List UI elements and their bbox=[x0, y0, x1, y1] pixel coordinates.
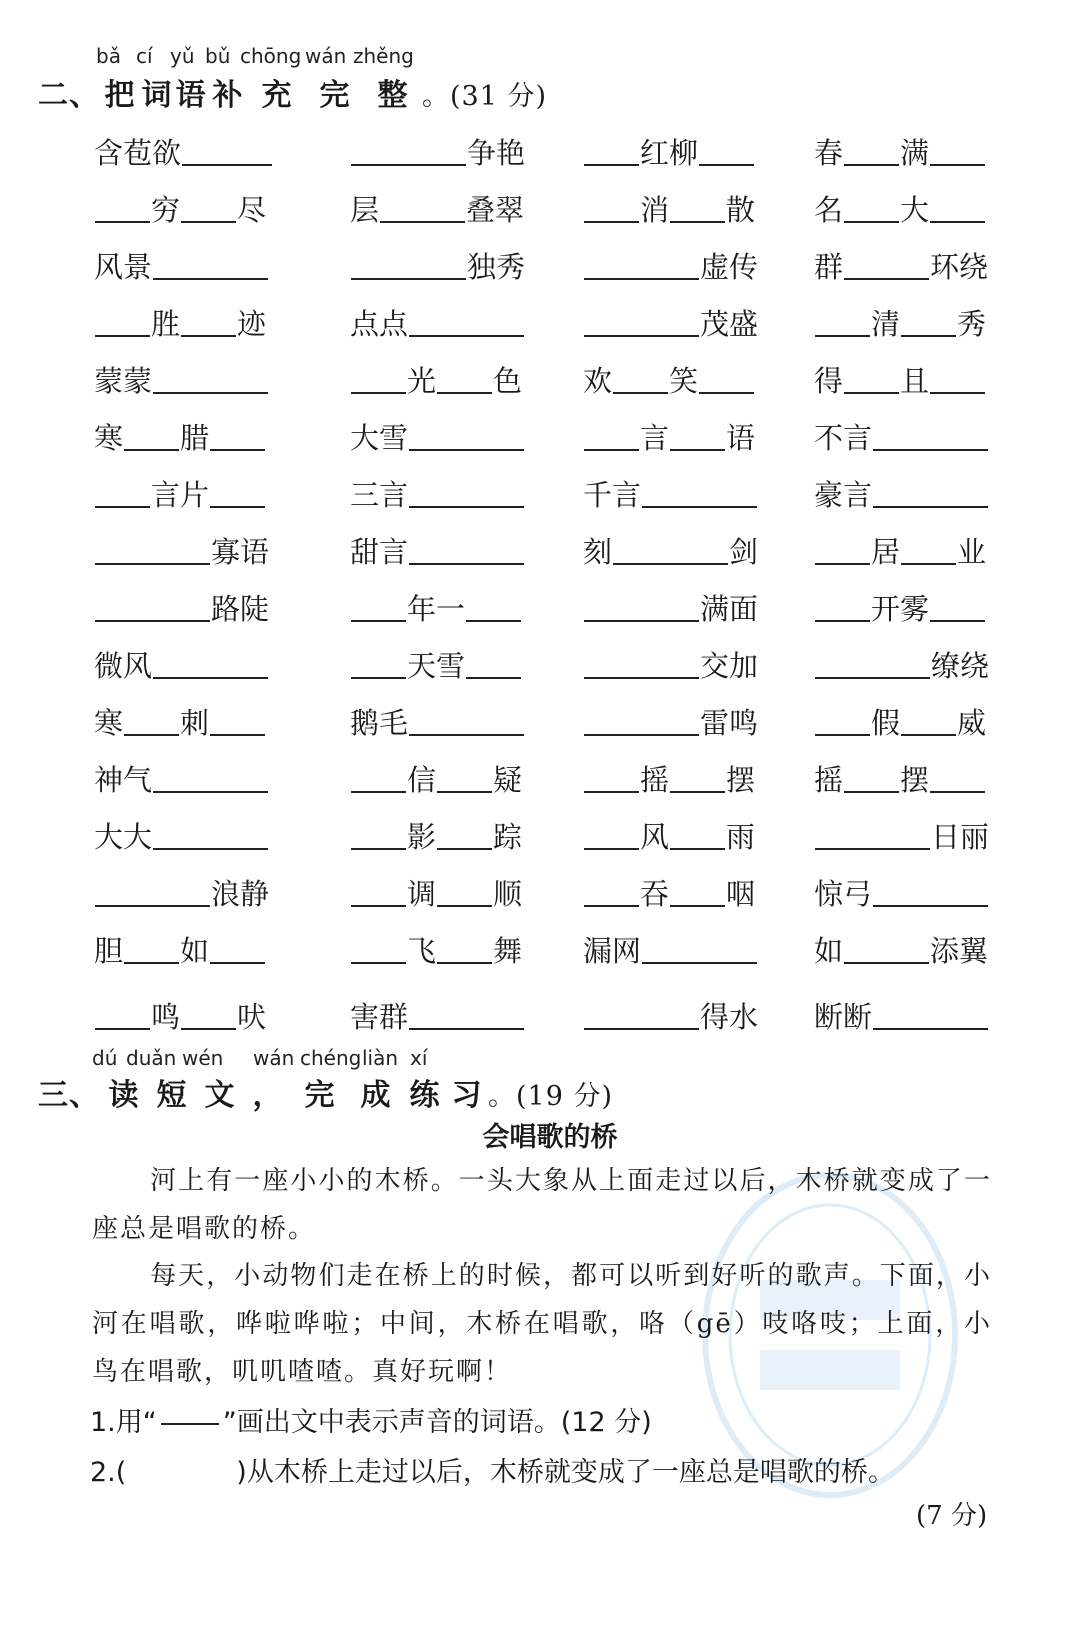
given-characters: 飞 bbox=[407, 934, 437, 968]
given-characters: 三言 bbox=[350, 478, 409, 512]
fill-in-item bbox=[583, 751, 755, 795]
fill-in-item bbox=[94, 352, 269, 396]
heading-char: 整 bbox=[377, 78, 409, 113]
answer-blank[interactable] bbox=[351, 791, 406, 793]
given-characters: 且 bbox=[900, 364, 930, 398]
answer-blank[interactable] bbox=[815, 620, 870, 622]
given-characters: 雷鸣 bbox=[700, 706, 759, 740]
fill-in-item bbox=[350, 124, 525, 168]
given-characters: 语 bbox=[726, 421, 756, 455]
given-characters: 咽 bbox=[726, 877, 756, 911]
answer-blank[interactable] bbox=[210, 734, 265, 736]
fill-in-item bbox=[814, 295, 986, 339]
answer-blank[interactable] bbox=[153, 791, 268, 793]
fill-in-item bbox=[94, 694, 266, 738]
answer-blank[interactable] bbox=[409, 563, 524, 565]
given-characters: 吞 bbox=[640, 877, 670, 911]
fill-in-item bbox=[583, 922, 758, 966]
answer-blank[interactable] bbox=[153, 392, 268, 394]
answer-blank[interactable] bbox=[670, 221, 725, 223]
pinyin: wán bbox=[305, 44, 347, 68]
given-characters: 风 bbox=[640, 820, 670, 854]
answer-blank[interactable] bbox=[815, 335, 870, 337]
given-characters: 添翼 bbox=[930, 934, 989, 968]
answer-blank[interactable] bbox=[584, 734, 699, 736]
given-characters: 言片 bbox=[151, 478, 210, 512]
fill-in-item bbox=[583, 988, 758, 1032]
question-2-score: (7 分) bbox=[916, 1501, 988, 1531]
fill-in-item bbox=[583, 466, 758, 510]
given-characters: 满 bbox=[900, 136, 930, 170]
given-characters: 舞 bbox=[493, 934, 523, 968]
heading-char: 充 bbox=[261, 78, 293, 113]
answer-blank[interactable] bbox=[815, 563, 870, 565]
answer-blank[interactable] bbox=[901, 335, 956, 337]
fill-in-item bbox=[350, 238, 525, 282]
heading-char: 练 bbox=[409, 1078, 441, 1113]
section-score: 。(31 分) bbox=[422, 81, 548, 112]
answer-blank[interactable] bbox=[95, 620, 210, 622]
given-characters: 层 bbox=[350, 193, 380, 227]
fill-in-item bbox=[583, 865, 755, 909]
answer-blank[interactable] bbox=[161, 1423, 219, 1425]
answer-blank[interactable] bbox=[124, 449, 179, 451]
answer-blank[interactable] bbox=[351, 278, 466, 280]
section-score: 。(19 分) bbox=[488, 1081, 614, 1112]
given-characters: 色 bbox=[493, 364, 523, 398]
answer-blank[interactable] bbox=[466, 677, 521, 679]
answer-blank[interactable] bbox=[380, 221, 465, 223]
heading-char: 完 bbox=[304, 1078, 336, 1113]
pinyin: wén bbox=[182, 1046, 224, 1070]
given-characters: 光 bbox=[407, 364, 437, 398]
fill-in-item bbox=[814, 181, 986, 225]
given-characters: 威 bbox=[957, 706, 987, 740]
fill-in-item bbox=[814, 808, 989, 852]
given-characters: 摆 bbox=[900, 763, 930, 797]
given-characters: 胜 bbox=[151, 307, 181, 341]
fill-in-item bbox=[814, 694, 986, 738]
given-characters: 大 bbox=[900, 193, 930, 227]
given-characters: 神气 bbox=[94, 763, 153, 797]
section-number: 二、 bbox=[38, 78, 100, 113]
answer-blank[interactable] bbox=[844, 962, 929, 964]
answer-blank[interactable] bbox=[670, 905, 725, 907]
given-characters: 春 bbox=[814, 136, 844, 170]
given-characters: 刺 bbox=[180, 706, 210, 740]
given-characters: 穷 bbox=[151, 193, 181, 227]
fill-in-item bbox=[814, 637, 989, 681]
answer-blank[interactable] bbox=[844, 278, 929, 280]
answer-blank[interactable] bbox=[584, 335, 699, 337]
answer-blank[interactable] bbox=[901, 734, 956, 736]
answer-blank[interactable] bbox=[670, 791, 725, 793]
given-characters: 摇 bbox=[814, 763, 844, 797]
section2-heading bbox=[38, 70, 547, 114]
answer-blank[interactable] bbox=[584, 221, 639, 223]
given-characters: 含苞欲 bbox=[94, 136, 182, 170]
section3-heading bbox=[38, 1070, 613, 1114]
given-characters: 微风 bbox=[94, 649, 153, 683]
fill-in-item bbox=[814, 865, 989, 909]
given-characters: 点点 bbox=[350, 307, 409, 341]
given-characters: 假 bbox=[871, 706, 901, 740]
answer-blank[interactable] bbox=[210, 506, 265, 508]
fill-in-item bbox=[583, 124, 755, 168]
given-characters: 叠翠 bbox=[466, 193, 525, 227]
fill-in-item bbox=[814, 352, 986, 396]
answer-blank[interactable] bbox=[930, 791, 985, 793]
answer-blank[interactable] bbox=[181, 221, 236, 223]
heading-char: 短 bbox=[156, 1078, 188, 1113]
section-number: 三、 bbox=[38, 1078, 100, 1113]
question-1 bbox=[90, 1400, 652, 1439]
fill-in-item bbox=[350, 352, 522, 396]
answer-blank[interactable] bbox=[613, 392, 668, 394]
answer-blank[interactable] bbox=[437, 962, 492, 964]
answer-blank[interactable] bbox=[584, 164, 639, 166]
heading-char: 成 bbox=[360, 1078, 392, 1113]
fill-in-item bbox=[350, 751, 522, 795]
given-characters: 信 bbox=[407, 763, 437, 797]
fill-in-item bbox=[350, 922, 522, 966]
answer-blank[interactable] bbox=[409, 734, 524, 736]
answer-blank[interactable] bbox=[873, 905, 988, 907]
given-characters: 交加 bbox=[700, 649, 759, 683]
fill-in-item bbox=[94, 637, 269, 681]
question-1-prefix: 1.用“ bbox=[90, 1407, 157, 1438]
fill-in-item bbox=[814, 922, 988, 966]
answer-blank[interactable] bbox=[901, 563, 956, 565]
given-characters: 日丽 bbox=[931, 820, 990, 854]
given-characters: 甜言 bbox=[350, 535, 409, 569]
given-characters: 虚传 bbox=[700, 250, 759, 284]
answer-blank[interactable] bbox=[642, 506, 757, 508]
fill-in-item bbox=[94, 523, 269, 567]
given-characters: 疑 bbox=[493, 763, 523, 797]
pinyin: chōng bbox=[240, 44, 302, 68]
answer-blank[interactable] bbox=[584, 449, 639, 451]
pinyin: liàn bbox=[362, 1046, 399, 1070]
answer-blank[interactable] bbox=[699, 164, 754, 166]
pinyin: duǎn bbox=[126, 1046, 177, 1070]
given-characters: 笑 bbox=[669, 364, 699, 398]
given-characters: 如 bbox=[180, 934, 210, 968]
answer-blank[interactable] bbox=[584, 620, 699, 622]
answer-blank[interactable] bbox=[437, 392, 492, 394]
given-characters: 调 bbox=[407, 877, 437, 911]
fill-in-item bbox=[94, 808, 269, 852]
fill-in-item bbox=[583, 637, 758, 681]
answer-blank[interactable] bbox=[95, 335, 150, 337]
given-characters: 鸣 bbox=[151, 1000, 181, 1034]
heading-char: 文 bbox=[204, 1078, 236, 1113]
given-characters: 断断 bbox=[814, 1000, 873, 1034]
fill-in-item bbox=[94, 295, 266, 339]
fill-in-item bbox=[583, 694, 758, 738]
answer-blank[interactable] bbox=[437, 848, 492, 850]
given-characters: 风景 bbox=[94, 250, 153, 284]
answer-blank[interactable] bbox=[95, 905, 210, 907]
given-characters: 群 bbox=[814, 250, 844, 284]
answer-blank[interactable] bbox=[351, 848, 406, 850]
answer-blank[interactable] bbox=[124, 734, 179, 736]
answer-blank[interactable] bbox=[210, 962, 265, 964]
given-characters: 缭绕 bbox=[931, 649, 990, 683]
fill-in-item bbox=[583, 808, 755, 852]
answer-blank[interactable] bbox=[670, 449, 725, 451]
given-characters: 言 bbox=[640, 421, 670, 455]
fill-in-item bbox=[350, 295, 525, 339]
fill-in-item bbox=[350, 580, 522, 624]
pinyin: wán bbox=[253, 1046, 295, 1070]
given-characters: 欢 bbox=[583, 364, 613, 398]
answer-blank[interactable] bbox=[210, 449, 265, 451]
fill-in-item bbox=[350, 409, 525, 453]
given-characters: 胆 bbox=[94, 934, 124, 968]
given-characters: 红柳 bbox=[640, 136, 699, 170]
answer-blank[interactable] bbox=[613, 563, 728, 565]
answer-blank[interactable] bbox=[930, 620, 985, 622]
given-characters: 摇 bbox=[640, 763, 670, 797]
fill-in-item bbox=[94, 580, 269, 624]
answer-blank[interactable] bbox=[815, 734, 870, 736]
given-characters: 年一 bbox=[407, 592, 466, 626]
given-characters: 豪言 bbox=[814, 478, 873, 512]
answer-blank[interactable] bbox=[182, 164, 272, 166]
given-characters: 满面 bbox=[700, 592, 759, 626]
passage-title: 会唱歌的桥 bbox=[482, 1122, 618, 1153]
given-characters: 摆 bbox=[726, 763, 756, 797]
fill-in-item bbox=[350, 523, 525, 567]
heading-char: 读 bbox=[108, 1078, 140, 1113]
fill-in-item bbox=[94, 238, 269, 282]
heading-char: 习 bbox=[451, 1078, 483, 1113]
fill-in-item bbox=[583, 352, 755, 396]
answer-blank[interactable] bbox=[642, 962, 757, 964]
given-characters: 寒 bbox=[94, 706, 124, 740]
fill-in-item bbox=[94, 751, 269, 795]
answer-blank[interactable] bbox=[351, 905, 406, 907]
given-characters: 开雾 bbox=[871, 592, 930, 626]
answer-blank[interactable] bbox=[930, 164, 985, 166]
fill-in-item bbox=[94, 409, 266, 453]
answer-blank[interactable] bbox=[584, 791, 639, 793]
given-characters: 秀 bbox=[957, 307, 987, 341]
given-characters: 争艳 bbox=[467, 136, 526, 170]
fill-in-item bbox=[583, 295, 758, 339]
answer-blank[interactable] bbox=[351, 620, 406, 622]
answer-blank[interactable] bbox=[873, 1028, 988, 1030]
pinyin: cí bbox=[136, 44, 153, 68]
given-characters: 散 bbox=[726, 193, 756, 227]
answer-blank[interactable] bbox=[930, 221, 985, 223]
question-2-text: )从木桥上走过以后，木桥就变成了一座总是唱歌的桥。 bbox=[236, 1457, 895, 1488]
given-characters: 千言 bbox=[583, 478, 642, 512]
passage-paragraph-2 bbox=[92, 1252, 992, 1396]
given-characters: 不言 bbox=[814, 421, 873, 455]
question-2-prefix: 2.( bbox=[90, 1457, 127, 1488]
answer-blank[interactable] bbox=[124, 962, 179, 964]
answer-blank[interactable] bbox=[351, 962, 406, 964]
heading-char: 语 bbox=[175, 78, 207, 113]
answer-blank[interactable] bbox=[409, 335, 524, 337]
fill-in-item bbox=[94, 466, 266, 510]
answer-blank[interactable] bbox=[409, 449, 524, 451]
fill-in-item bbox=[350, 988, 525, 1032]
answer-blank[interactable] bbox=[873, 506, 988, 508]
given-characters: 业 bbox=[957, 535, 987, 569]
given-characters: 踪 bbox=[493, 820, 523, 854]
answer-blank[interactable] bbox=[584, 905, 639, 907]
given-characters: 茂盛 bbox=[700, 307, 759, 341]
given-characters: 迹 bbox=[237, 307, 267, 341]
given-characters: 清 bbox=[871, 307, 901, 341]
pinyin: xí bbox=[410, 1046, 428, 1070]
fill-in-item bbox=[814, 124, 986, 168]
fill-in-item bbox=[350, 694, 525, 738]
given-characters: 腊 bbox=[180, 421, 210, 455]
answer-blank[interactable] bbox=[437, 905, 492, 907]
given-characters: 刻 bbox=[583, 535, 613, 569]
answer-blank[interactable] bbox=[844, 791, 899, 793]
fill-in-item bbox=[583, 523, 758, 567]
fill-in-item bbox=[583, 238, 758, 282]
given-characters: 影 bbox=[407, 820, 437, 854]
given-characters: 得水 bbox=[700, 1000, 759, 1034]
answer-blank[interactable] bbox=[584, 848, 639, 850]
pinyin: chéng bbox=[300, 1046, 362, 1070]
answer-blank[interactable] bbox=[466, 620, 521, 622]
answer-blank[interactable] bbox=[815, 848, 930, 850]
given-characters: 路陡 bbox=[211, 592, 270, 626]
given-characters: 如 bbox=[814, 934, 844, 968]
given-characters: 居 bbox=[871, 535, 901, 569]
fill-in-item bbox=[583, 409, 755, 453]
fill-in-item bbox=[94, 988, 266, 1032]
given-characters: 寒 bbox=[94, 421, 124, 455]
fill-in-item bbox=[583, 580, 758, 624]
answer-blank[interactable] bbox=[584, 278, 699, 280]
answer-blank[interactable] bbox=[351, 677, 406, 679]
given-characters: 得 bbox=[814, 364, 844, 398]
fill-in-item bbox=[814, 580, 986, 624]
paragraph-text: 河上有一座小小的木桥。一头大象从上面走过以后，木桥就变成了一座总是唱歌的桥。 bbox=[92, 1166, 992, 1244]
answer-blank[interactable] bbox=[95, 221, 150, 223]
fill-in-item bbox=[94, 865, 269, 909]
paragraph-text: 每天，小动物们走在桥上的时候，都可以听到好听的歌声。下面，小河在唱歌，哗啦哗啦；中间，木桥在唱歌，咯（gē）吱咯吱；上面，小鸟在唱歌，叽叽喳喳。真好玩啊！ bbox=[92, 1261, 992, 1387]
given-characters: 雨 bbox=[726, 820, 756, 854]
given-characters: 名 bbox=[814, 193, 844, 227]
answer-blank[interactable] bbox=[409, 506, 524, 508]
fill-in-item bbox=[350, 808, 522, 852]
given-characters: 吠 bbox=[237, 1000, 267, 1034]
heading-char: ， bbox=[252, 1078, 284, 1113]
given-characters: 漏网 bbox=[583, 934, 642, 968]
heading-char: 词 bbox=[141, 78, 173, 113]
answer-blank[interactable] bbox=[95, 563, 210, 565]
answer-blank[interactable] bbox=[584, 677, 699, 679]
answer-blank[interactable] bbox=[153, 278, 268, 280]
fill-in-item bbox=[814, 238, 988, 282]
pinyin: yǔ bbox=[170, 44, 195, 68]
pinyin: dú bbox=[92, 1046, 118, 1070]
pinyin: bǔ bbox=[205, 44, 231, 68]
given-characters: 剑 bbox=[729, 535, 759, 569]
fill-in-item bbox=[814, 523, 986, 567]
fill-in-item bbox=[583, 181, 755, 225]
pinyin: zhěng bbox=[353, 44, 414, 68]
fill-in-item bbox=[94, 922, 266, 966]
given-characters: 环绕 bbox=[930, 250, 989, 284]
answer-blank[interactable] bbox=[584, 1028, 699, 1030]
answer-blank[interactable] bbox=[437, 791, 492, 793]
answer-blank[interactable] bbox=[95, 1028, 150, 1030]
given-characters: 尽 bbox=[237, 193, 267, 227]
answer-blank[interactable] bbox=[873, 449, 988, 451]
given-characters: 寡语 bbox=[211, 535, 270, 569]
pinyin: bǎ bbox=[96, 44, 121, 68]
answer-blank[interactable] bbox=[699, 392, 754, 394]
fill-in-item bbox=[814, 466, 989, 510]
answer-blank[interactable] bbox=[153, 848, 268, 850]
passage-paragraph-1 bbox=[92, 1157, 992, 1253]
heading-char: 补 bbox=[212, 78, 244, 113]
given-characters: 天雪 bbox=[407, 649, 466, 683]
answer-blank[interactable] bbox=[181, 335, 236, 337]
fill-in-item bbox=[814, 988, 989, 1032]
answer-blank[interactable] bbox=[844, 221, 899, 223]
question-1-text: ”画出文中表示声音的词语。(12 分) bbox=[222, 1407, 652, 1438]
answer-blank[interactable] bbox=[815, 677, 930, 679]
fill-in-item bbox=[814, 409, 989, 453]
answer-blank[interactable] bbox=[844, 392, 899, 394]
question-2 bbox=[90, 1450, 895, 1489]
answer-blank[interactable] bbox=[95, 506, 150, 508]
answer-blank[interactable] bbox=[930, 392, 985, 394]
fill-in-item bbox=[94, 124, 273, 168]
given-characters: 浪静 bbox=[211, 877, 270, 911]
fill-in-item bbox=[350, 181, 524, 225]
given-characters: 蒙蒙 bbox=[94, 364, 153, 398]
fill-in-item bbox=[350, 466, 525, 510]
answer-blank[interactable] bbox=[351, 392, 406, 394]
answer-blank[interactable] bbox=[181, 1028, 236, 1030]
fill-in-item bbox=[350, 637, 522, 681]
given-characters: 大雪 bbox=[350, 421, 409, 455]
given-characters: 顺 bbox=[493, 877, 523, 911]
answer-blank[interactable] bbox=[153, 677, 268, 679]
answer-blank[interactable] bbox=[670, 848, 725, 850]
heading-char: 把 bbox=[104, 78, 136, 113]
given-characters: 独秀 bbox=[467, 250, 526, 284]
fill-in-item bbox=[350, 865, 522, 909]
given-characters: 消 bbox=[640, 193, 670, 227]
given-characters: 害群 bbox=[350, 1000, 409, 1034]
given-characters: 大大 bbox=[94, 820, 153, 854]
given-characters: 鹅毛 bbox=[350, 706, 409, 740]
fill-in-item bbox=[814, 751, 986, 795]
answer-blank[interactable] bbox=[844, 164, 899, 166]
heading-char: 完 bbox=[319, 78, 351, 113]
fill-in-item bbox=[94, 181, 266, 225]
answer-blank[interactable] bbox=[409, 1028, 524, 1030]
answer-blank[interactable] bbox=[351, 164, 466, 166]
given-characters: 惊弓 bbox=[814, 877, 873, 911]
